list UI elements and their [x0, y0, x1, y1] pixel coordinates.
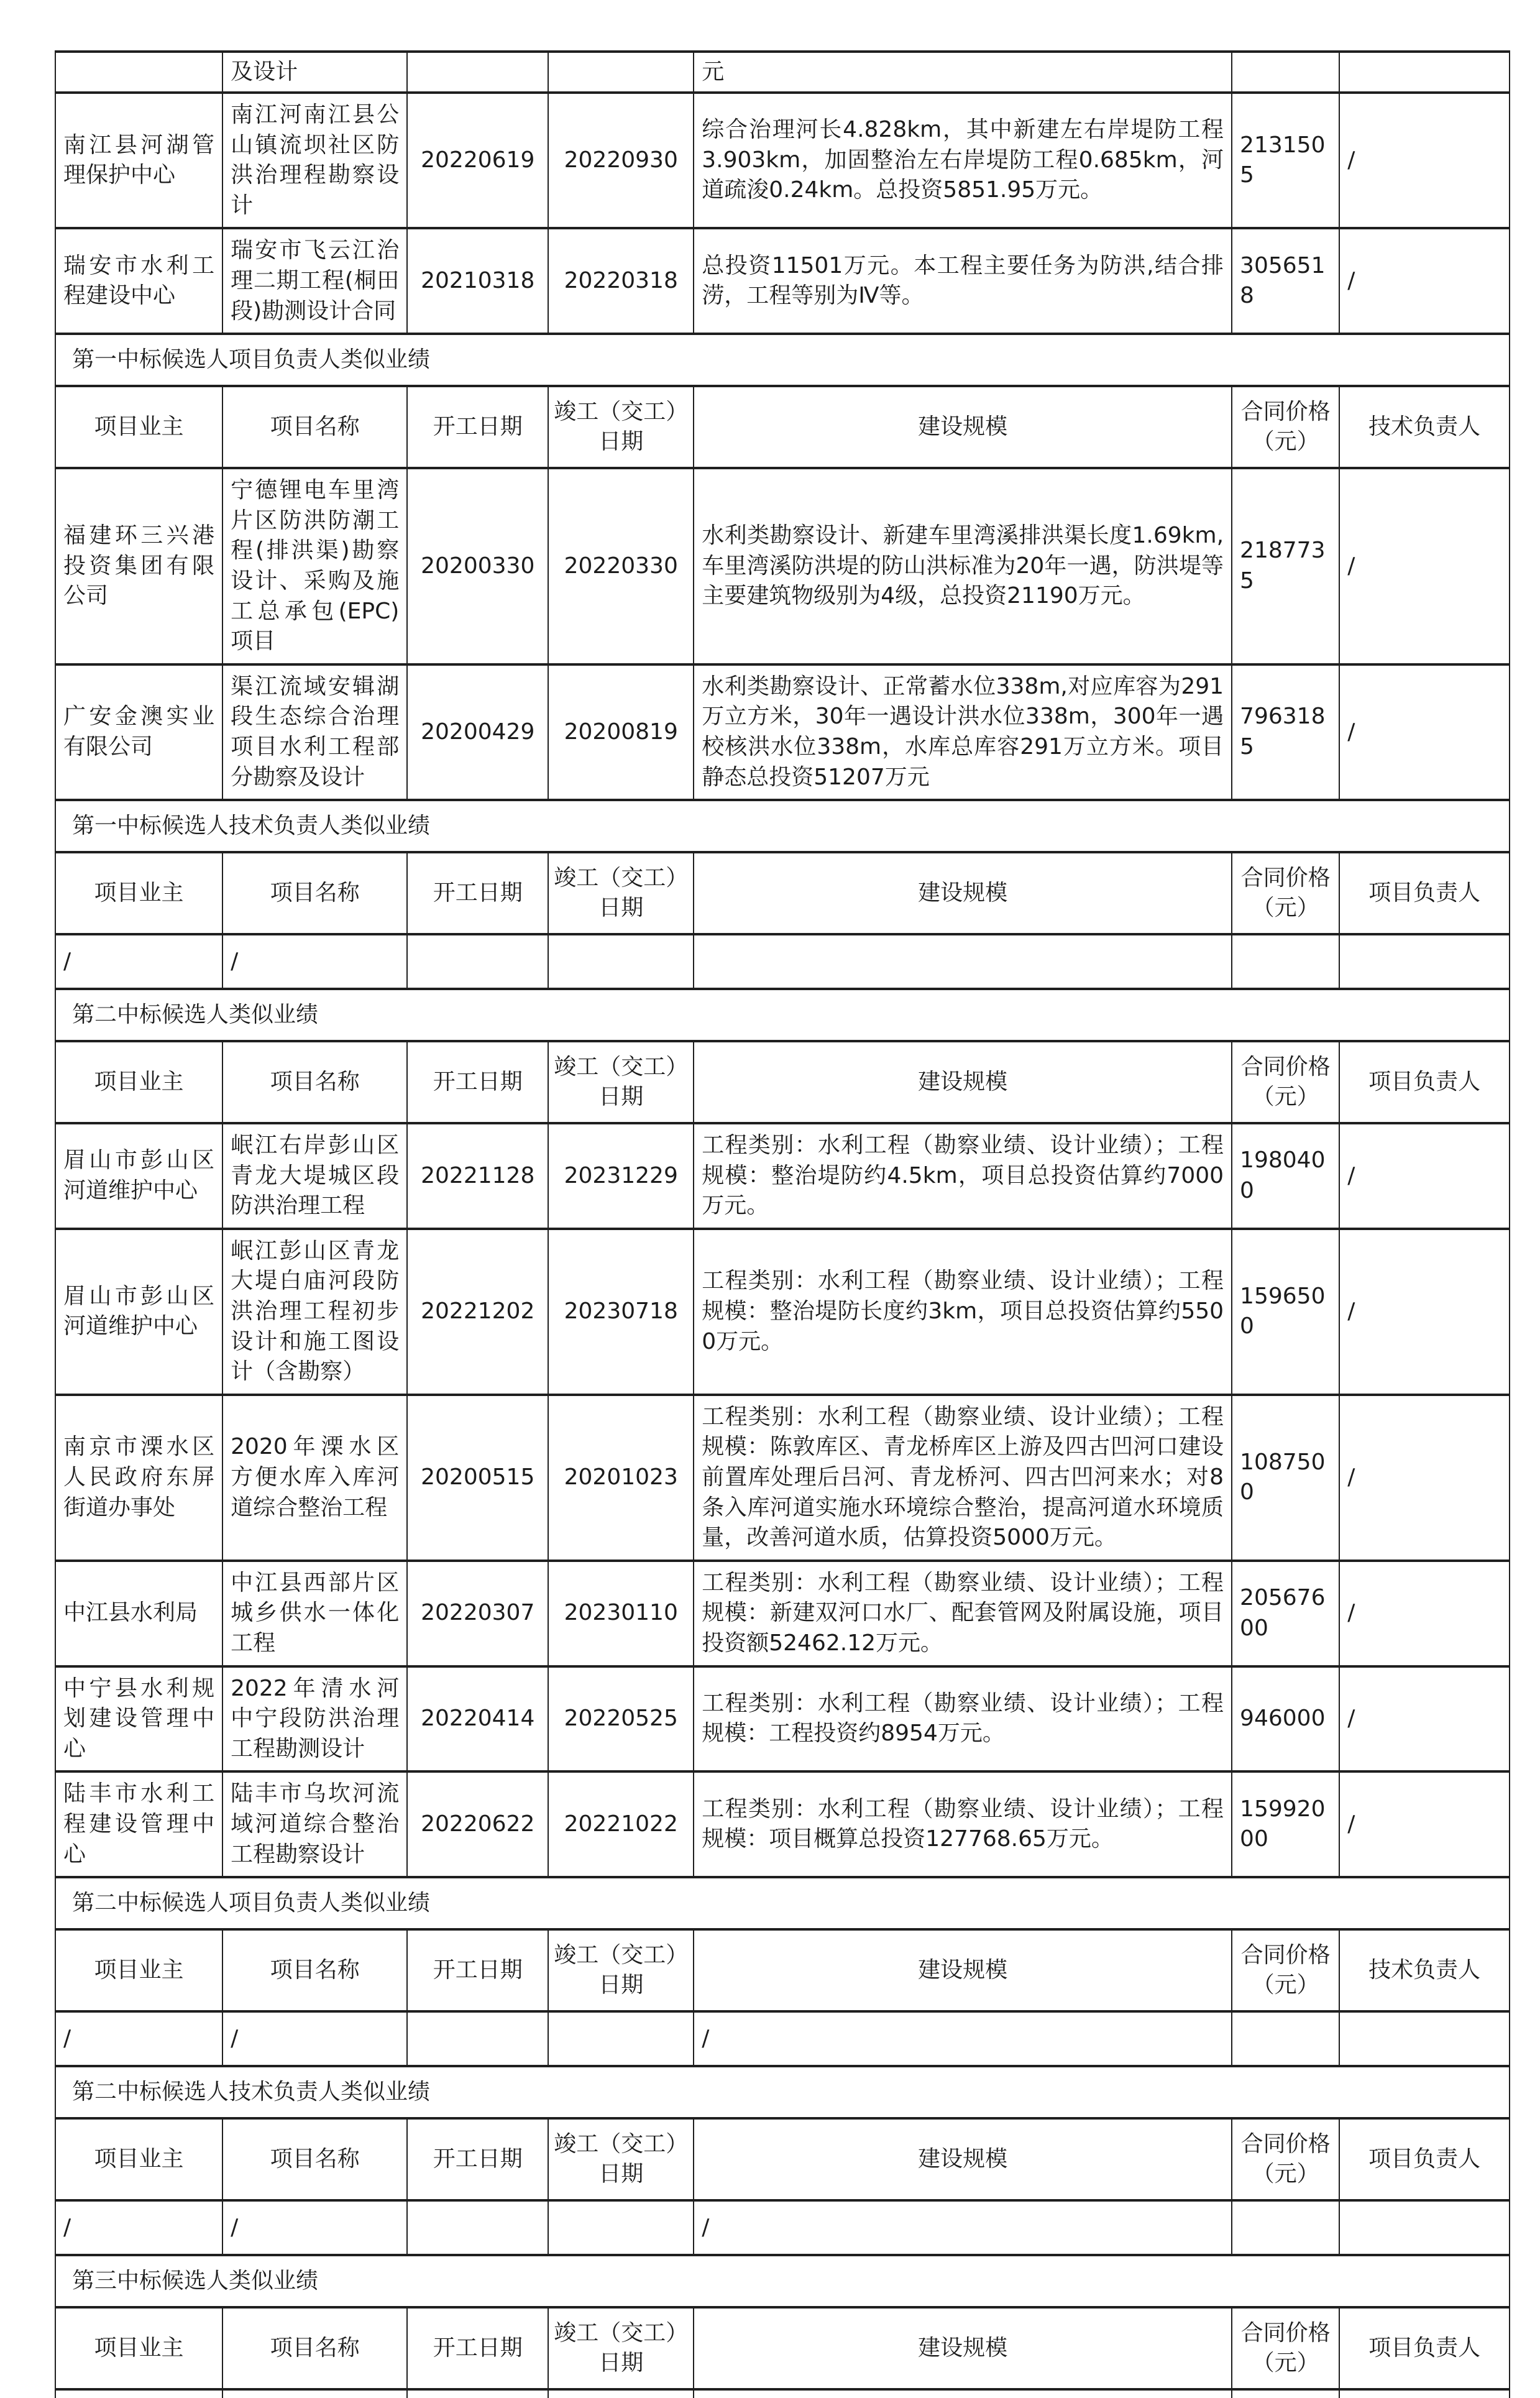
section-title: 第一中标候选人项目负责人类似业绩: [55, 334, 1510, 386]
cell-contract-price: 3056518: [1232, 228, 1339, 334]
col-header-start-date: 开工日期: [407, 2307, 548, 2389]
bid-results-table: [55, 50, 1510, 2398]
col-header-project-name: 项目名称: [222, 1929, 407, 2011]
cell-construction-scale: 综合治理河长4.828km，其中新建左右岸堤防工程3.903km，加固整治左右岸堤防工程0.685km，河道疏浚0.24km。总投资5851.95万元。: [694, 93, 1232, 228]
cell-finish-date: 20200819: [548, 664, 694, 800]
cell-leader: /: [1339, 1771, 1510, 1877]
table-row: [55, 664, 1510, 800]
cell-contract-price: 1596500: [1232, 1229, 1339, 1395]
col-header-leader: 项目负责人: [1339, 2307, 1510, 2389]
table-row: [55, 1395, 1510, 1561]
col-header-project-owner: 项目业主: [55, 386, 222, 468]
cell-contract-price: 2187735: [1232, 468, 1339, 664]
cell-start-date: 20220414: [407, 1666, 548, 1772]
col-header-contract-price: 合同价格（元）: [1232, 852, 1339, 934]
cell-finish-date: 20230110: [548, 1561, 694, 1666]
cell-finish-date: 20220318: [548, 228, 694, 334]
cell-project-name: 及设计: [222, 52, 407, 93]
cell-leader: /: [1339, 1561, 1510, 1666]
cell-project-owner: 南江县河湖管理保护中心: [55, 93, 222, 228]
cell-project-owner: 陆丰市水利工程建设管理中心: [55, 1771, 222, 1877]
section-title: 第三中标候选人类似业绩: [55, 2255, 1510, 2307]
cell-project-owner: 眉山市彭山区河道维护中心: [55, 1229, 222, 1395]
section-title: 第二中标候选人技术负责人类似业绩: [55, 2066, 1510, 2118]
col-header-contract-price: 合同价格（元）: [1232, 1041, 1339, 1123]
cell-finish-date: 20230718: [548, 1229, 694, 1395]
cell-leader: [1339, 52, 1510, 93]
cell-project-owner: /: [55, 934, 222, 989]
cell-construction-scale: 水利类勘察设计、正常蓄水位338m,对应库容为291万立方米，30年一遇设计洪水位338m，300年一遇校核洪水位338m，水库总库容291万立方米。项目静态总投资51207万元: [694, 664, 1232, 800]
cell-construction-scale: [694, 2389, 1232, 2398]
cell-construction-scale: /: [694, 2011, 1232, 2066]
cell-contract-price: 7963185: [1232, 664, 1339, 800]
table-header-row: [55, 2307, 1510, 2389]
cell-project-name: /: [222, 2011, 407, 2066]
cell-leader: [1339, 2200, 1510, 2255]
cell-contract-price: [1232, 2200, 1339, 2255]
col-header-finish-date: 竣工（交工）日期: [548, 2307, 694, 2389]
section-row: [55, 334, 1510, 386]
cell-start-date: 20200330: [407, 468, 548, 664]
cell-start-date: 20220622: [407, 1771, 548, 1877]
cell-leader: /: [1339, 1229, 1510, 1395]
cell-project-name: /: [222, 2200, 407, 2255]
table-row: [55, 228, 1510, 334]
cell-finish-date: 20220525: [548, 1666, 694, 1772]
cell-leader: /: [1339, 1666, 1510, 1772]
table-container: [55, 50, 1510, 2398]
table-row: [55, 1123, 1510, 1229]
table-header-row: [55, 2118, 1510, 2200]
cell-leader: [1339, 2011, 1510, 2066]
col-header-project-name: 项目名称: [222, 2118, 407, 2200]
col-header-finish-date: 竣工（交工）日期: [548, 1929, 694, 2011]
cell-contract-price: [1232, 934, 1339, 989]
cell-project-owner: 南京市溧水区人民政府东屏街道办事处: [55, 1395, 222, 1561]
cell-construction-scale: 工程类别：水利工程（勘察业绩、设计业绩）；工程规模：整治堤防长度约3km，项目总投资估算约5500万元。: [694, 1229, 1232, 1395]
col-header-construction-scale: 建设规模: [694, 1041, 1232, 1123]
col-header-start-date: 开工日期: [407, 1041, 548, 1123]
cell-project-name: 岷江彭山区青龙大堤白庙河段防洪治理工程初步设计和施工图设计（含勘察）: [222, 1229, 407, 1395]
section-row: [55, 800, 1510, 852]
col-header-contract-price: 合同价格（元）: [1232, 2118, 1339, 2200]
col-header-construction-scale: 建设规模: [694, 1929, 1232, 2011]
cell-contract-price: 1087500: [1232, 1395, 1339, 1561]
col-header-project-owner: 项目业主: [55, 852, 222, 934]
cell-start-date: [407, 52, 548, 93]
cell-project-owner: [55, 52, 222, 93]
section-row: [55, 2066, 1510, 2118]
cell-start-date: [407, 934, 548, 989]
section-title: 第二中标候选人项目负责人类似业绩: [55, 1877, 1510, 1929]
cell-finish-date: [548, 2011, 694, 2066]
table-row: [55, 468, 1510, 664]
col-header-start-date: 开工日期: [407, 1929, 548, 2011]
cell-contract-price: 15992000: [1232, 1771, 1339, 1877]
cell-project-name: 中江县西部片区城乡供水一体化工程: [222, 1561, 407, 1666]
cell-project-owner: 眉山市彭山区河道维护中心: [55, 1123, 222, 1229]
table-body: [55, 52, 1510, 2398]
cell-project-owner: 福建环三兴港投资集团有限公司: [55, 468, 222, 664]
col-header-leader: 项目负责人: [1339, 1041, 1510, 1123]
cell-leader: /: [1339, 468, 1510, 664]
cell-start-date: 20210318: [407, 228, 548, 334]
cell-finish-date: 20221022: [548, 1771, 694, 1877]
cell-project-name: 陆丰市乌坎河流域河道综合整治工程勘察设计: [222, 1771, 407, 1877]
cell-construction-scale: [694, 934, 1232, 989]
table-row: [55, 1561, 1510, 1666]
col-header-finish-date: 竣工（交工）日期: [548, 852, 694, 934]
cell-contract-price: 2131505: [1232, 93, 1339, 228]
section-row: [55, 989, 1510, 1041]
section-title: 第一中标候选人技术负责人类似业绩: [55, 800, 1510, 852]
cell-contract-price: 946000: [1232, 1666, 1339, 1772]
cell-start-date: [407, 2389, 548, 2398]
cell-construction-scale: 工程类别：水利工程（勘察业绩、设计业绩）；工程规模：新建双河口水厂、配套管网及附属设施，项目投资额52462.12万元。: [694, 1561, 1232, 1666]
col-header-construction-scale: 建设规模: [694, 852, 1232, 934]
table-row: [55, 1229, 1510, 1395]
cell-leader: [1339, 934, 1510, 989]
cell-project-owner: 中江县水利局: [55, 1561, 222, 1666]
cell-start-date: 20220619: [407, 93, 548, 228]
cell-finish-date: [548, 934, 694, 989]
col-header-leader: 项目负责人: [1339, 2118, 1510, 2200]
col-header-construction-scale: 建设规模: [694, 386, 1232, 468]
cell-construction-scale: 工程类别：水利工程（勘察业绩、设计业绩）；工程规模：项目概算总投资127768.65万元。: [694, 1771, 1232, 1877]
cell-leader: /: [1339, 1123, 1510, 1229]
cell-contract-price: [1232, 2011, 1339, 2066]
cell-finish-date: [548, 2200, 694, 2255]
col-header-construction-scale: 建设规模: [694, 2118, 1232, 2200]
col-header-start-date: 开工日期: [407, 2118, 548, 2200]
cell-leader: /: [1339, 228, 1510, 334]
cell-start-date: [407, 2200, 548, 2255]
table-row: [55, 52, 1510, 93]
cell-construction-scale: /: [694, 2200, 1232, 2255]
cell-start-date: 20221128: [407, 1123, 548, 1229]
col-header-project-owner: 项目业主: [55, 2307, 222, 2389]
cell-project-name: [222, 2389, 407, 2398]
cell-start-date: 20220307: [407, 1561, 548, 1666]
cell-project-owner: 瑞安市水利工程建设中心: [55, 228, 222, 334]
table-row: [55, 2011, 1510, 2066]
cell-project-name: 岷江右岸彭山区青龙大堤城区段防洪治理工程: [222, 1123, 407, 1229]
table-header-row: [55, 1929, 1510, 2011]
cell-leader: [1339, 2389, 1510, 2398]
col-header-leader: 项目负责人: [1339, 852, 1510, 934]
cell-contract-price: [1232, 2389, 1339, 2398]
cell-project-name: 2020年溧水区方便水库入库河道综合整治工程: [222, 1395, 407, 1561]
cell-finish-date: 20231229: [548, 1123, 694, 1229]
col-header-contract-price: 合同价格（元）: [1232, 1929, 1339, 2011]
cell-construction-scale: 工程类别：水利工程（勘察业绩、设计业绩）；工程规模：工程投资约8954万元。: [694, 1666, 1232, 1772]
col-header-start-date: 开工日期: [407, 852, 548, 934]
col-header-contract-price: 合同价格（元）: [1232, 386, 1339, 468]
table-row: [55, 1771, 1510, 1877]
col-header-leader: 技术负责人: [1339, 1929, 1510, 2011]
col-header-project-name: 项目名称: [222, 1041, 407, 1123]
cell-construction-scale: 工程类别：水利工程（勘察业绩、设计业绩）；工程规模：整治堤防约4.5km，项目总投资估算约7000万元。: [694, 1123, 1232, 1229]
col-header-start-date: 开工日期: [407, 386, 548, 468]
cell-finish-date: [548, 2389, 694, 2398]
table-header-row: [55, 1041, 1510, 1123]
col-header-project-owner: 项目业主: [55, 1929, 222, 2011]
section-row: [55, 2255, 1510, 2307]
cell-leader: /: [1339, 1395, 1510, 1561]
cell-contract-price: [1232, 52, 1339, 93]
cell-finish-date: 20220330: [548, 468, 694, 664]
cell-project-name: 宁德锂电车里湾片区防洪防潮工程(排洪渠)勘察设计、采购及施工总承包(EPC)项目: [222, 468, 407, 664]
col-header-finish-date: 竣工（交工）日期: [548, 2118, 694, 2200]
cell-project-name: 南江河南江县公山镇流坝社区防洪治理程勘察设计: [222, 93, 407, 228]
table-row: [55, 1666, 1510, 1772]
col-header-construction-scale: 建设规模: [694, 2307, 1232, 2389]
cell-leader: /: [1339, 664, 1510, 800]
col-header-project-name: 项目名称: [222, 2307, 407, 2389]
section-row: [55, 1877, 1510, 1929]
col-header-project-owner: 项目业主: [55, 2118, 222, 2200]
col-header-project-name: 项目名称: [222, 852, 407, 934]
cell-contract-price: 20567600: [1232, 1561, 1339, 1666]
col-header-project-owner: 项目业主: [55, 1041, 222, 1123]
cell-project-owner: /: [55, 2200, 222, 2255]
cell-construction-scale: 总投资11501万元。本工程主要任务为防洪,结合排涝，工程等别为Ⅳ等。: [694, 228, 1232, 334]
cell-construction-scale: 工程类别：水利工程（勘察业绩、设计业绩）；工程规模：陈敦库区、青龙桥库区上游及四古凹河口建设前置库处理后吕河、青龙桥河、四古凹河来水；对8条入库河道实施水环境综合整治，提高河道水环境质量，改善河道水质，估算投资5000万元。: [694, 1395, 1232, 1561]
cell-project-name: 瑞安市飞云江治理二期工程(桐田段)勘测设计合同: [222, 228, 407, 334]
cell-project-owner: 中宁县水利规划建设管理中心: [55, 1666, 222, 1772]
col-header-project-name: 项目名称: [222, 386, 407, 468]
section-title: 第二中标候选人类似业绩: [55, 989, 1510, 1041]
cell-project-owner: 广安金澳实业有限公司: [55, 664, 222, 800]
table-row: [55, 2389, 1510, 2398]
cell-project-owner: /: [55, 2011, 222, 2066]
cell-project-owner: [55, 2389, 222, 2398]
col-header-leader: 技术负责人: [1339, 386, 1510, 468]
cell-project-name: /: [222, 934, 407, 989]
cell-start-date: 20200515: [407, 1395, 548, 1561]
table-row: [55, 93, 1510, 228]
cell-project-name: 2022年清水河中宁段防洪治理工程勘测设计: [222, 1666, 407, 1772]
table-header-row: [55, 852, 1510, 934]
cell-construction-scale: 元: [694, 52, 1232, 93]
cell-construction-scale: 水利类勘察设计、新建车里湾溪排洪渠长度1.69km,车里湾溪防洪堤的防山洪标准为20年一遇，防洪堤等主要建筑物级别为4级，总投资21190万元。: [694, 468, 1232, 664]
cell-finish-date: 20220930: [548, 93, 694, 228]
col-header-finish-date: 竣工（交工）日期: [548, 386, 694, 468]
table-header-row: [55, 386, 1510, 468]
cell-start-date: [407, 2011, 548, 2066]
table-row: [55, 2200, 1510, 2255]
col-header-finish-date: 竣工（交工）日期: [548, 1041, 694, 1123]
cell-start-date: 20200429: [407, 664, 548, 800]
cell-start-date: 20221202: [407, 1229, 548, 1395]
table-row: [55, 934, 1510, 989]
cell-project-name: 渠江流域安辑湖段生态综合治理项目水利工程部分勘察及设计: [222, 664, 407, 800]
cell-finish-date: [548, 52, 694, 93]
cell-leader: /: [1339, 93, 1510, 228]
cell-contract-price: 1980400: [1232, 1123, 1339, 1229]
cell-finish-date: 20201023: [548, 1395, 694, 1561]
col-header-contract-price: 合同价格（元）: [1232, 2307, 1339, 2389]
